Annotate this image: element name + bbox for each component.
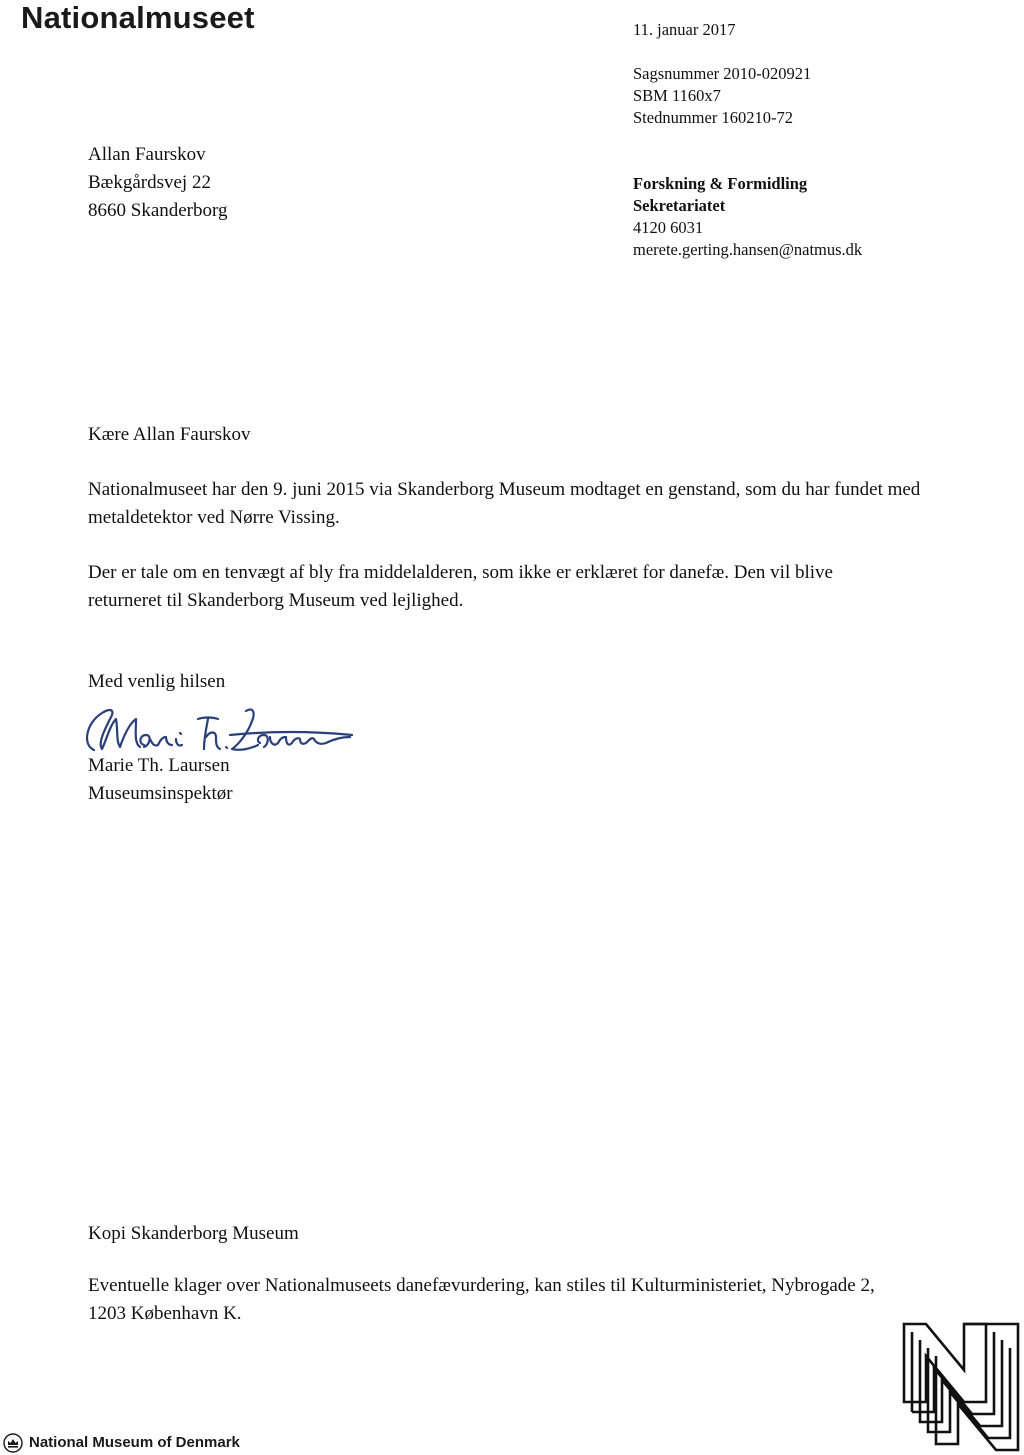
recipient-address	[88, 141, 228, 225]
copy-note: Kopi Skanderborg Museum	[88, 1223, 299, 1244]
department-name: Forskning & Formidling	[633, 174, 808, 193]
paragraph-receipt	[88, 476, 988, 532]
phone-number: 4120 6031	[633, 218, 704, 237]
handwritten-signature	[80, 695, 355, 757]
sbm-number: SBM 1160x7	[633, 86, 721, 105]
salutation: Kære Allan Faurskov	[88, 424, 251, 445]
site-number: Stednummer 160210-72	[633, 108, 793, 127]
n-emblem-icon	[898, 1322, 1024, 1455]
complaint-note	[88, 1272, 988, 1328]
department-block	[633, 173, 862, 261]
paragraph-line: metaldetektor ved Nørre Vissing.	[88, 507, 340, 528]
closing-greeting: Med venlig hilsen	[88, 671, 226, 692]
footer-museum-name: National Museum of Denmark	[29, 1434, 240, 1451]
email-address: merete.gerting.hansen@natmus.dk	[633, 240, 863, 259]
section-name: Sekretariatet	[633, 196, 726, 215]
signer-name: Marie Th. Laursen	[88, 755, 230, 776]
signer-title: Museumsinspektør	[88, 783, 233, 804]
paragraph-line: returneret til Skanderborg Museum ved lejlighed.	[88, 590, 464, 611]
paragraph-assessment	[88, 559, 988, 615]
recipient-city: 8660 Skanderborg	[88, 200, 228, 221]
recipient-name: Allan Faurskov	[88, 144, 206, 165]
paragraph-line: Der er tale om en tenvægt af bly fra middelalderen, som ikke er erklæret for danefæ. Den vil blive	[88, 562, 833, 583]
museum-logo: Nationalmuseet	[21, 0, 255, 35]
case-number: Sagsnummer 2010-020921	[633, 64, 812, 83]
paragraph-line: Nationalmuseet har den 9. juni 2015 via Skanderborg Museum modtaget en genstand, som du har fundet med	[88, 479, 921, 500]
letter-date: 11. januar 2017	[633, 20, 736, 39]
complaint-line: Eventuelle klager over Nationalmuseets danefævurdering, kan stiles til Kulturministeriet, Nybrogade 2,	[88, 1275, 875, 1296]
recipient-street: Bækgårdsvej 22	[88, 172, 211, 193]
complaint-line: 1203 København K.	[88, 1303, 242, 1324]
reference-block	[633, 63, 811, 129]
crown-seal-icon	[3, 1433, 23, 1453]
signer-block	[88, 752, 988, 808]
